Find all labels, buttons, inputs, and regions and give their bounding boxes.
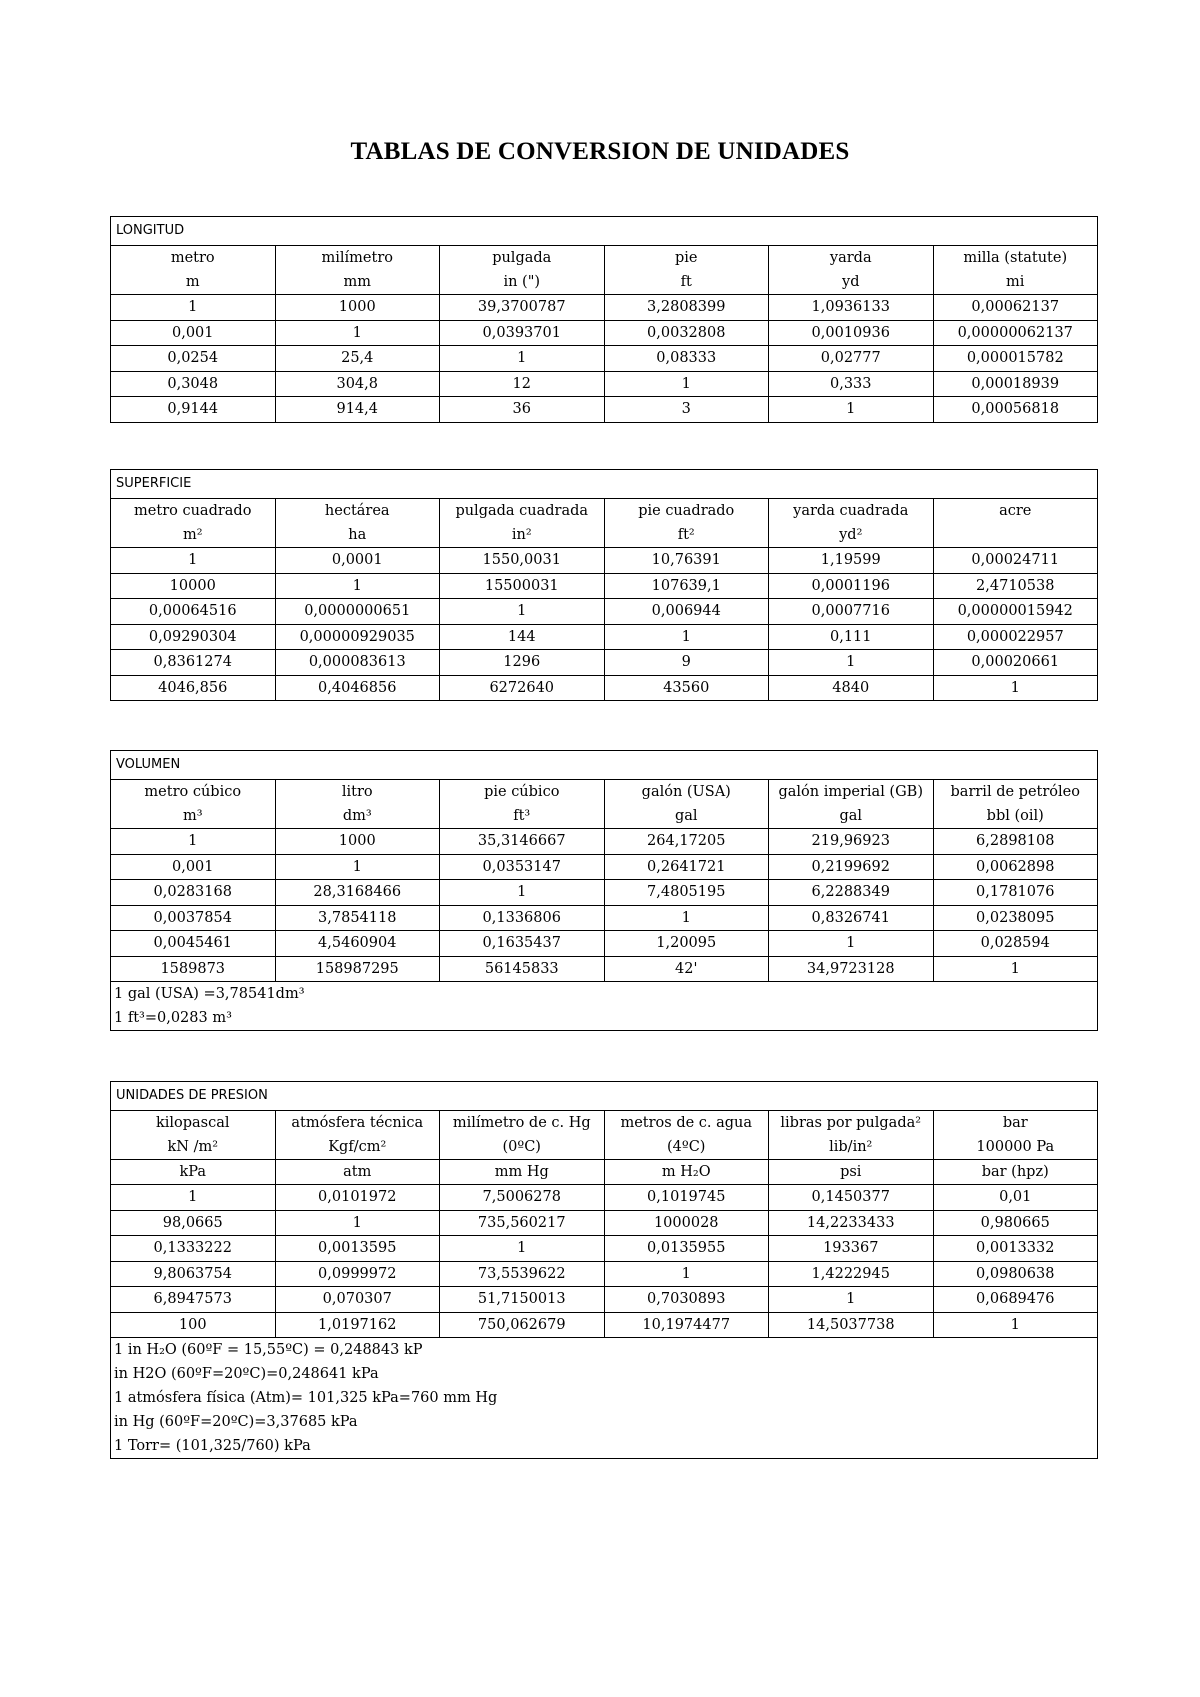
unit-cell: m² <box>111 523 276 548</box>
table-cell: 0,09290304 <box>111 624 276 650</box>
unit-cell: gal <box>769 804 934 829</box>
table-cell: 914,4 <box>275 397 440 423</box>
table-cell: 0,3048 <box>111 371 276 397</box>
table-cell: 1 <box>604 905 769 931</box>
header-cell: milímetro <box>275 246 440 271</box>
table-cell: 0,0689476 <box>933 1287 1098 1313</box>
table-cell: 158987295 <box>275 956 440 982</box>
table-cell: 0,00024711 <box>933 548 1098 574</box>
unit-cell <box>933 523 1098 548</box>
table-row <box>111 295 1098 321</box>
table-cell: 6,2288349 <box>769 880 934 906</box>
header-cell: metro <box>111 246 276 271</box>
table-cell: 107639,1 <box>604 573 769 599</box>
unit-cell: m H₂O <box>604 1160 769 1185</box>
header-cell: hectárea <box>275 499 440 524</box>
unit-cell: mm Hg <box>440 1160 605 1185</box>
table-cell: 1000 <box>275 829 440 855</box>
header-cell: pulgada <box>440 246 605 271</box>
table-cell: 0,0393701 <box>440 320 605 346</box>
table-cell: 0,00064516 <box>111 599 276 625</box>
table-cell: 0,1019745 <box>604 1185 769 1211</box>
table-cell: 0,00000062137 <box>933 320 1098 346</box>
table-cell: 98,0665 <box>111 1210 276 1236</box>
section-title: UNIDADES DE PRESION <box>111 1082 1098 1111</box>
table-cell: 0,01 <box>933 1185 1098 1211</box>
unit-row <box>111 804 1098 829</box>
table-cell: 6,2898108 <box>933 829 1098 855</box>
table-cell: 0,0010936 <box>769 320 934 346</box>
table-cell: 0,02777 <box>769 346 934 372</box>
table-cell: 1 <box>440 599 605 625</box>
header-cell: metro cúbico <box>111 780 276 805</box>
table-cell: 10,76391 <box>604 548 769 574</box>
note-text: 1 in H₂O (60ºF = 15,55ºC) = 0,248843 kP <box>111 1338 1098 1363</box>
table-cell: 1 <box>111 548 276 574</box>
table-cell: 264,17205 <box>604 829 769 855</box>
table-cell: 39,3700787 <box>440 295 605 321</box>
table-row <box>111 624 1098 650</box>
table-row <box>111 956 1098 982</box>
unit-cell: kN /m² <box>111 1135 276 1160</box>
header-cell: yarda cuadrada <box>769 499 934 524</box>
table-cell: 1,0936133 <box>769 295 934 321</box>
table-row <box>111 346 1098 372</box>
note-text: in Hg (60ºF=20ºC)=3,37685 kPa <box>114 1414 358 1430</box>
table-cell: 1 <box>111 295 276 321</box>
table-cell: 0,00062137 <box>933 295 1098 321</box>
note-row <box>111 1006 1098 1031</box>
table-cell: 0,0254 <box>111 346 276 372</box>
table-row <box>111 1210 1098 1236</box>
table-cell: 1 <box>440 1236 605 1262</box>
header-cell: bar <box>933 1111 1098 1136</box>
note-row <box>111 1362 1098 1386</box>
header-cell: atmósfera técnica <box>275 1111 440 1136</box>
table-cell: 3,2808399 <box>604 295 769 321</box>
note-text: 1 ft³=0,0283 m³ <box>114 1010 232 1026</box>
header-cell: litro <box>275 780 440 805</box>
unit-cell: ft <box>604 270 769 295</box>
table-cell: 9 <box>604 650 769 676</box>
table-cell: 35,3146667 <box>440 829 605 855</box>
unit-cell: ft² <box>604 523 769 548</box>
unit-cell: bbl (oil) <box>933 804 1098 829</box>
unit-cell: (4ºC) <box>604 1135 769 1160</box>
unit-cell: mi <box>933 270 1098 295</box>
table-cell: 0,8361274 <box>111 650 276 676</box>
table-cell: 0,0353147 <box>440 854 605 880</box>
unit-cell: yd² <box>769 523 934 548</box>
unit-cell: (0ºC) <box>440 1135 605 1160</box>
table-row <box>111 599 1098 625</box>
table-cell: 1 <box>275 1210 440 1236</box>
table-cell: 4046,856 <box>111 675 276 701</box>
table-row <box>111 1287 1098 1313</box>
header-cell: pie <box>604 246 769 271</box>
table-row <box>111 1312 1098 1338</box>
header-cell: milla (statute) <box>933 246 1098 271</box>
unit-cell: atm <box>275 1160 440 1185</box>
table-cell: 1 <box>604 1261 769 1287</box>
table-row <box>111 397 1098 423</box>
header-cell: milímetro de c. Hg <box>440 1111 605 1136</box>
table-cell: 0,1333222 <box>111 1236 276 1262</box>
table-cell: 0,4046856 <box>275 675 440 701</box>
table-cell: 1 <box>769 931 934 957</box>
table-cell: 1000028 <box>604 1210 769 1236</box>
table-cell: 0,0001196 <box>769 573 934 599</box>
notes <box>111 982 1098 1031</box>
table-cell: 0,0999972 <box>275 1261 440 1287</box>
document-title: TABLAS DE CONVERSION DE UNIDADES <box>350 138 850 165</box>
table-cell: 1 <box>769 1287 934 1313</box>
table-cell: 0,0013595 <box>275 1236 440 1262</box>
table-cell: 0,2641721 <box>604 854 769 880</box>
table-cell: 36 <box>440 397 605 423</box>
table-cell: 0,2199692 <box>769 854 934 880</box>
table-cell: 1 <box>111 829 276 855</box>
header-row <box>111 499 1098 524</box>
table-cell: 0,9144 <box>111 397 276 423</box>
table-cell: 4,5460904 <box>275 931 440 957</box>
table-cell: 28,3168466 <box>275 880 440 906</box>
table-cell: 0,070307 <box>275 1287 440 1313</box>
table-cell: 1 <box>275 320 440 346</box>
unit-cell: bar (hpz) <box>933 1160 1098 1185</box>
note-text: in H2O (60ºF=20ºC)=0,248641 kPa <box>114 1366 379 1382</box>
table-cell: 0,0007716 <box>769 599 934 625</box>
unit-cell: ha <box>275 523 440 548</box>
header-cell: pulgada cuadrada <box>440 499 605 524</box>
table-cell: 0,0000000651 <box>275 599 440 625</box>
table-cell: 1 <box>440 880 605 906</box>
note-text: 1 Torr= (101,325/760) kPa <box>114 1438 311 1454</box>
table-cell: 0,0001 <box>275 548 440 574</box>
table-cell: 0,980665 <box>933 1210 1098 1236</box>
table-cell: 0,08333 <box>604 346 769 372</box>
unit-cell: ft³ <box>440 804 605 829</box>
table-cell: 0,00018939 <box>933 371 1098 397</box>
table-cell: 2,4710538 <box>933 573 1098 599</box>
table-cell: 1 <box>604 624 769 650</box>
table-superficie <box>110 469 1098 701</box>
table-body <box>111 829 1098 982</box>
table-cell: 1 <box>604 371 769 397</box>
table-cell: 10000 <box>111 573 276 599</box>
header-cell: galón (USA) <box>604 780 769 805</box>
table-cell: 1,19599 <box>769 548 934 574</box>
table-cell: 0,000022957 <box>933 624 1098 650</box>
unit-symbol-row <box>111 1160 1098 1185</box>
notes <box>111 1338 1098 1459</box>
header-cell: kilopascal <box>111 1111 276 1136</box>
table-cell: 0,111 <box>769 624 934 650</box>
table-cell: 10,1974477 <box>604 1312 769 1338</box>
unit-cell: kPa <box>111 1160 276 1185</box>
header-cell: galón imperial (GB) <box>769 780 934 805</box>
table-cell: 0,00000929035 <box>275 624 440 650</box>
unit-row <box>111 1135 1098 1160</box>
note-row <box>111 1338 1098 1363</box>
table-body <box>111 1185 1098 1338</box>
table-cell: 1550,0031 <box>440 548 605 574</box>
table-cell: 0,00000015942 <box>933 599 1098 625</box>
table-row <box>111 905 1098 931</box>
table-cell: 1589873 <box>111 956 276 982</box>
table-cell: 14,2233433 <box>769 1210 934 1236</box>
table-cell: 100 <box>111 1312 276 1338</box>
table-cell: 0,000083613 <box>275 650 440 676</box>
header-cell: pie cúbico <box>440 780 605 805</box>
table-row <box>111 675 1098 701</box>
table-cell: 0,0980638 <box>933 1261 1098 1287</box>
section-title: VOLUMEN <box>111 751 1098 780</box>
table-row <box>111 548 1098 574</box>
table-cell: 1000 <box>275 295 440 321</box>
table-cell: 1 <box>111 1185 276 1211</box>
table-cell: 34,9723128 <box>769 956 934 982</box>
unit-cell: m³ <box>111 804 276 829</box>
table-cell: 0,00020661 <box>933 650 1098 676</box>
table-cell: 0,000015782 <box>933 346 1098 372</box>
table-cell: 3,7854118 <box>275 905 440 931</box>
table-cell: 0,006944 <box>604 599 769 625</box>
table-cell: 0,8326741 <box>769 905 934 931</box>
table-cell: 0,00056818 <box>933 397 1098 423</box>
unit-cell: in² <box>440 523 605 548</box>
table-cell: 1 <box>275 573 440 599</box>
header-cell: yarda <box>769 246 934 271</box>
unit-cell: in (") <box>440 270 605 295</box>
table-cell: 1 <box>769 650 934 676</box>
table-cell: 15500031 <box>440 573 605 599</box>
table-cell: 0,0013332 <box>933 1236 1098 1262</box>
unit-cell: yd <box>769 270 934 295</box>
table-cell: 0,0283168 <box>111 880 276 906</box>
table-cell: 1 <box>933 956 1098 982</box>
table-cell: 0,7030893 <box>604 1287 769 1313</box>
table-cell: 3 <box>604 397 769 423</box>
table-row <box>111 1185 1098 1211</box>
table-cell: 0,001 <box>111 320 276 346</box>
table-cell: 0,333 <box>769 371 934 397</box>
section-title: SUPERFICIE <box>111 470 1098 499</box>
table-cell: 25,4 <box>275 346 440 372</box>
note-text: 1 atmósfera física (Atm)= 101,325 kPa=760 mm Hg <box>114 1390 498 1406</box>
table-cell: 1,20095 <box>604 931 769 957</box>
header-row <box>111 780 1098 805</box>
unit-row <box>111 523 1098 548</box>
note-row <box>111 1434 1098 1459</box>
table-cell: 0,1450377 <box>769 1185 934 1211</box>
table-row <box>111 573 1098 599</box>
table-cell: 0,1635437 <box>440 931 605 957</box>
table-cell: 0,0045461 <box>111 931 276 957</box>
header-row <box>111 1111 1098 1136</box>
table-cell: 6,8947573 <box>111 1287 276 1313</box>
table-cell: 1296 <box>440 650 605 676</box>
table-cell: 750,062679 <box>440 1312 605 1338</box>
table-cell: 1 <box>933 1312 1098 1338</box>
table-cell: 0,0238095 <box>933 905 1098 931</box>
table-cell: 51,7150013 <box>440 1287 605 1313</box>
header-cell: metros de c. agua <box>604 1111 769 1136</box>
unit-cell: psi <box>769 1160 934 1185</box>
table-row <box>111 1236 1098 1262</box>
table-row <box>111 854 1098 880</box>
header-cell: libras por pulgada² <box>769 1111 934 1136</box>
table-row <box>111 320 1098 346</box>
unit-cell: gal <box>604 804 769 829</box>
table-row <box>111 1261 1098 1287</box>
table-cell: 0,0037854 <box>111 905 276 931</box>
table-cell: 0,0062898 <box>933 854 1098 880</box>
table-cell: 12 <box>440 371 605 397</box>
table-cell: 0,1336806 <box>440 905 605 931</box>
table-cell: 73,5539622 <box>440 1261 605 1287</box>
table-cell: 6272640 <box>440 675 605 701</box>
note-row <box>111 1410 1098 1434</box>
unit-cell: dm³ <box>275 804 440 829</box>
table-row <box>111 371 1098 397</box>
unit-cell: 100000 Pa <box>933 1135 1098 1160</box>
table-cell: 1 <box>933 675 1098 701</box>
table-cell: 0,0135955 <box>604 1236 769 1262</box>
table-cell: 42' <box>604 956 769 982</box>
table-row <box>111 829 1098 855</box>
table-cell: 0,1781076 <box>933 880 1098 906</box>
header-cell: barril de petróleo <box>933 780 1098 805</box>
table-cell: 9,8063754 <box>111 1261 276 1287</box>
table-cell: 1 <box>769 397 934 423</box>
table-cell: 7,5006278 <box>440 1185 605 1211</box>
table-cell: 1,4222945 <box>769 1261 934 1287</box>
header-cell: pie cuadrado <box>604 499 769 524</box>
table-cell: 219,96923 <box>769 829 934 855</box>
table-cell: 7,4805195 <box>604 880 769 906</box>
table-cell: 0,0032808 <box>604 320 769 346</box>
unit-cell: mm <box>275 270 440 295</box>
table-row <box>111 650 1098 676</box>
table-cell: 1 <box>275 854 440 880</box>
header-row <box>111 246 1098 271</box>
unit-cell: lib/in² <box>769 1135 934 1160</box>
table-cell: 43560 <box>604 675 769 701</box>
table-longitud <box>110 216 1098 423</box>
unit-row <box>111 270 1098 295</box>
table-cell: 4840 <box>769 675 934 701</box>
unit-cell: Kgf/cm² <box>275 1135 440 1160</box>
table-cell: 193367 <box>769 1236 934 1262</box>
table-cell: 14,5037738 <box>769 1312 934 1338</box>
table-cell: 304,8 <box>275 371 440 397</box>
table-cell: 1,0197162 <box>275 1312 440 1338</box>
unit-cell: m <box>111 270 276 295</box>
section-title: LONGITUD <box>111 217 1098 246</box>
table-cell: 735,560217 <box>440 1210 605 1236</box>
table-row <box>111 880 1098 906</box>
table-cell: 0,028594 <box>933 931 1098 957</box>
table-cell: 144 <box>440 624 605 650</box>
table-cell: 1 <box>440 346 605 372</box>
note-text: 1 gal (USA) =3,78541dm³ <box>111 982 1098 1007</box>
note-row <box>111 1386 1098 1410</box>
table-body <box>111 295 1098 423</box>
table-presion <box>110 1081 1098 1459</box>
table-volumen <box>110 750 1098 1031</box>
table-cell: 0,001 <box>111 854 276 880</box>
header-cell: acre <box>933 499 1098 524</box>
header-cell: metro cuadrado <box>111 499 276 524</box>
note-row <box>111 982 1098 1007</box>
table-cell: 0,0101972 <box>275 1185 440 1211</box>
table-cell: 56145833 <box>440 956 605 982</box>
table-body <box>111 548 1098 701</box>
table-row <box>111 931 1098 957</box>
